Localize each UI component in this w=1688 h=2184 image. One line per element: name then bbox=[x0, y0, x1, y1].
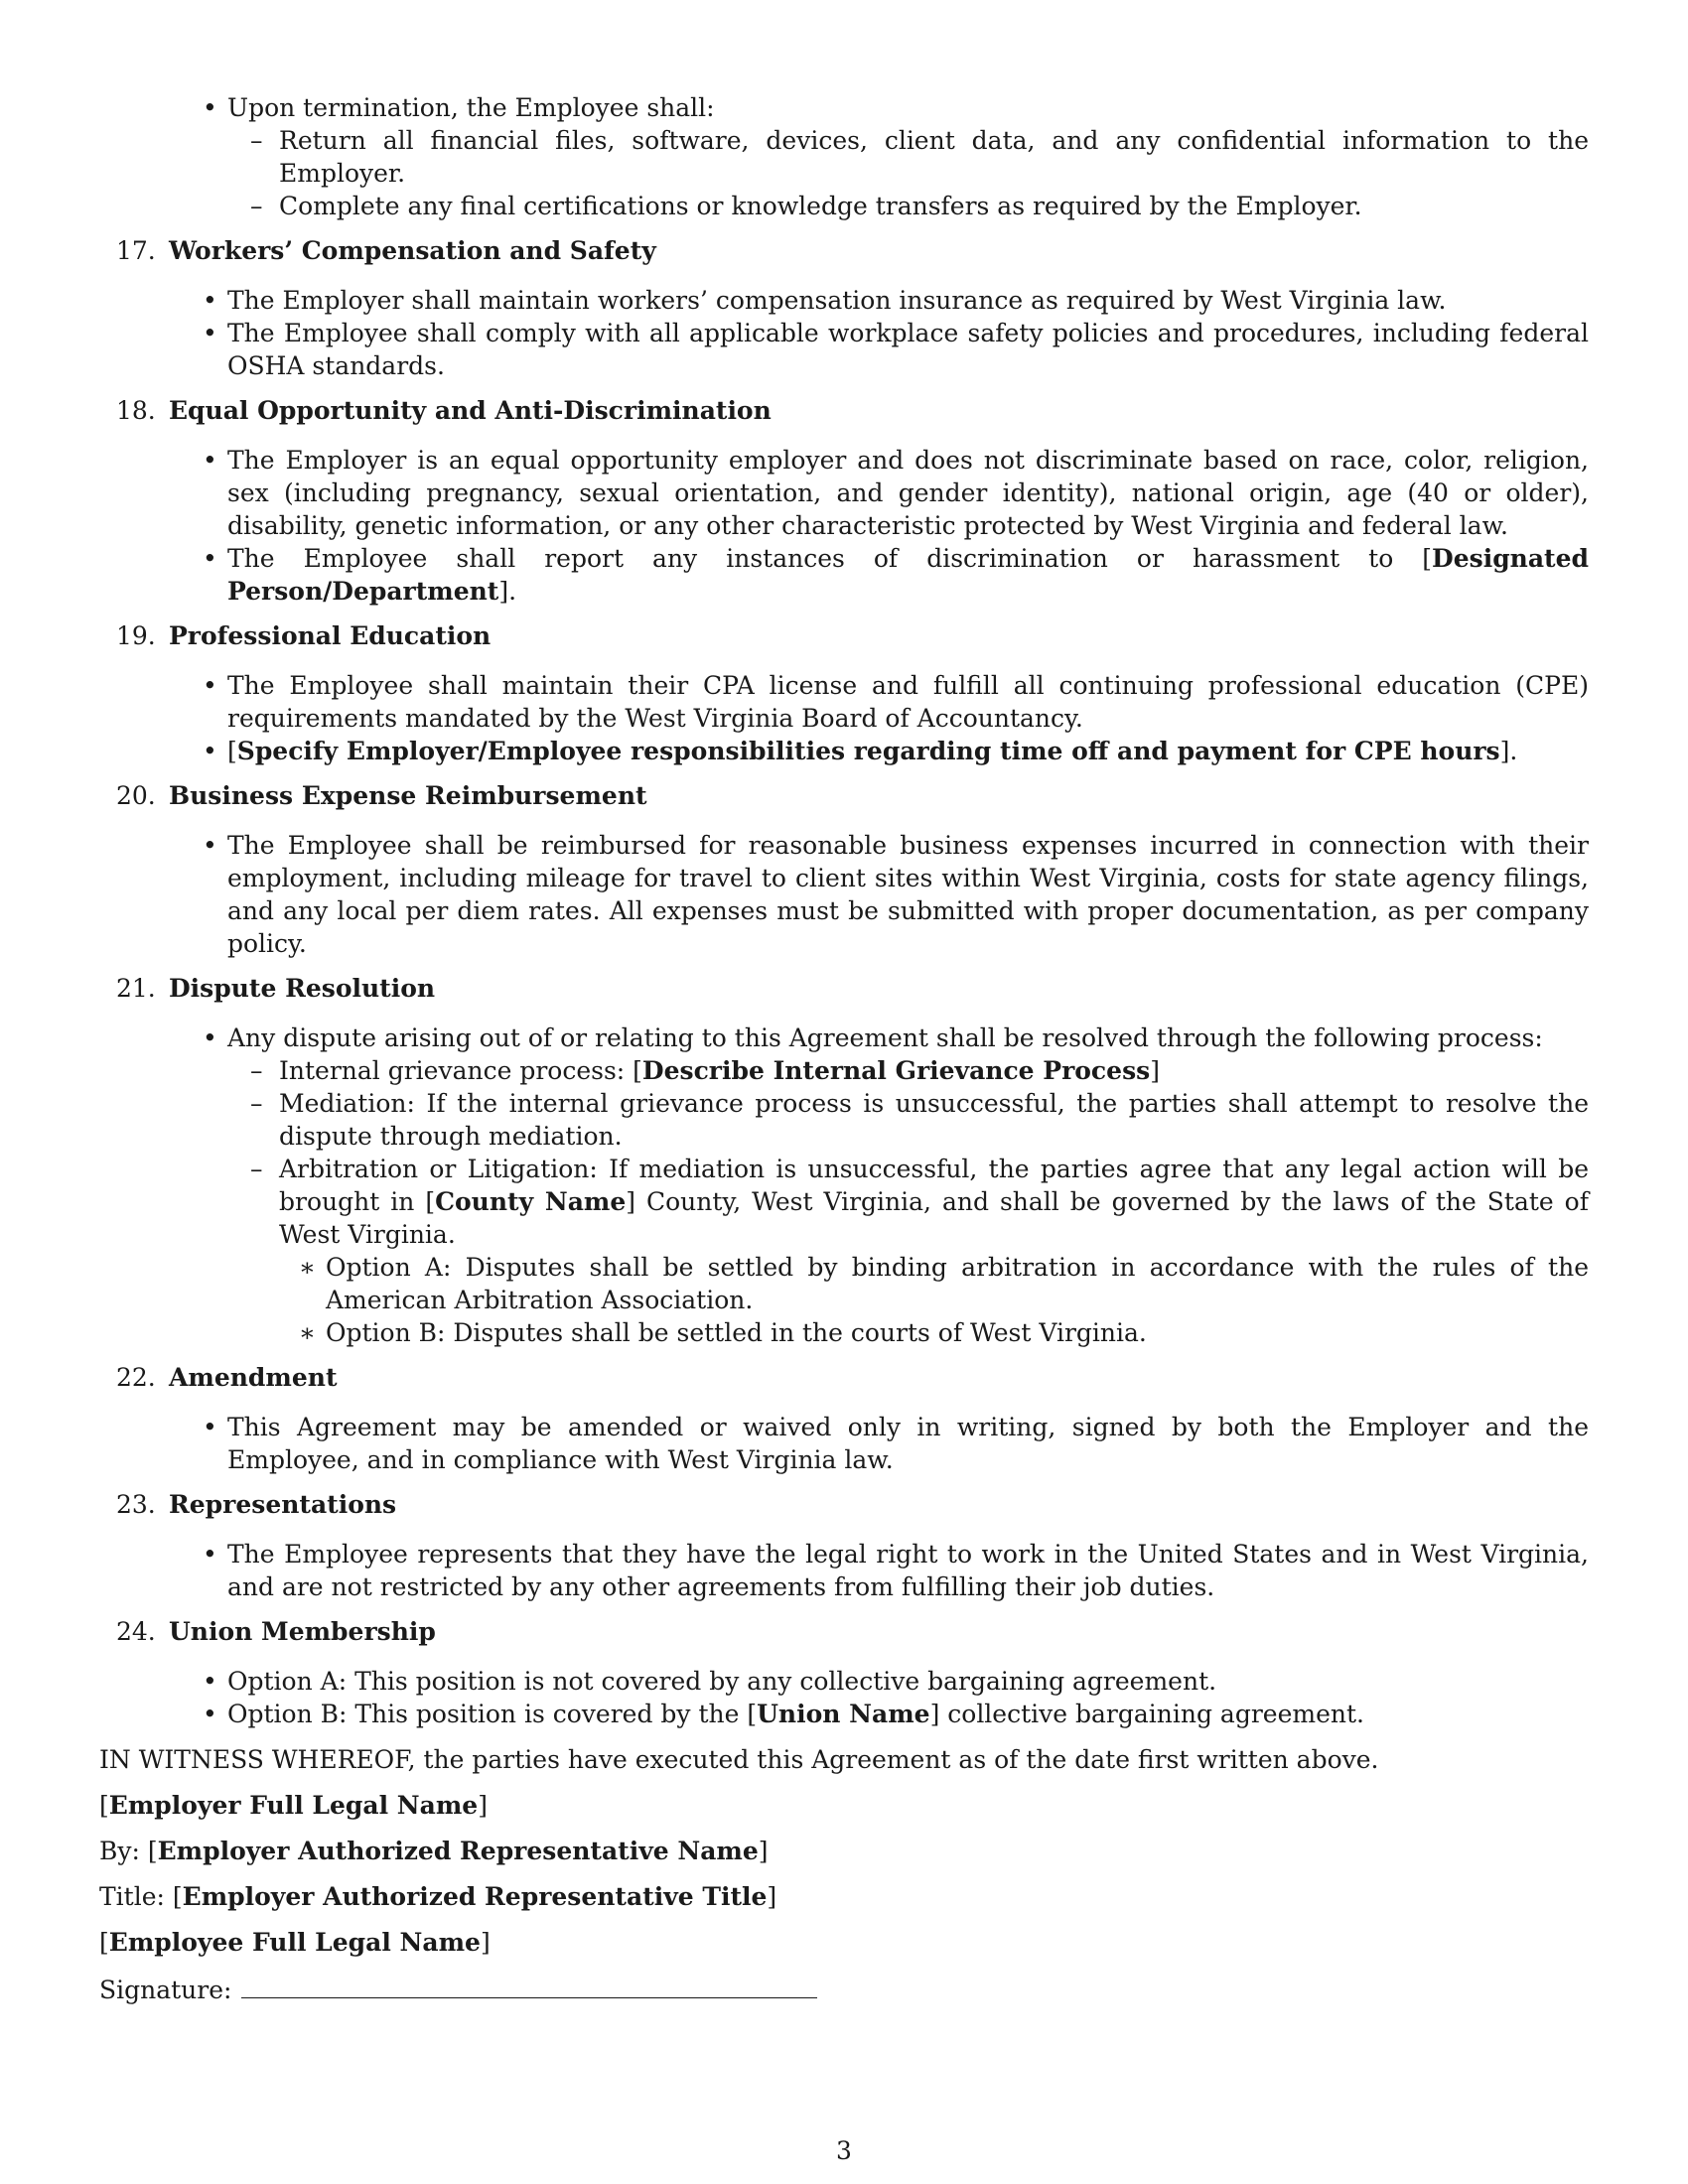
list-item bbox=[99, 91, 1589, 222]
employee-name-line bbox=[99, 1926, 1589, 1959]
employer-name-field: Employer Full Legal Name bbox=[108, 1791, 479, 1820]
section-number: 18. bbox=[116, 396, 156, 425]
list-item bbox=[99, 542, 1589, 608]
sub-list-item: – Mediation: If the internal grievance process is unsuccessful, the parties shall attempt to resolve the dispute through mediation. bbox=[99, 1087, 1589, 1153]
section-18 bbox=[99, 394, 1589, 608]
section-number: 24. bbox=[116, 1617, 156, 1646]
section-heading bbox=[99, 972, 1589, 1005]
list-item: • The Employee shall be reimbursed for reasonable business expenses incurred in connection with their employment, including mileage for travel to client sites within West Virginia, costs for state agency filings, and any local per diem rates. All expenses must be submitted with proper documentation, as per company policy. bbox=[99, 829, 1589, 960]
list-item-text: Upon termination, the Employee shall: bbox=[227, 93, 715, 122]
page-number: 3 bbox=[836, 2136, 852, 2165]
section-17 bbox=[99, 234, 1589, 382]
list-item bbox=[99, 735, 1589, 767]
section-title: Amendment bbox=[169, 1363, 338, 1392]
section-23 bbox=[99, 1488, 1589, 1603]
text: ] bbox=[758, 1837, 769, 1865]
section-heading bbox=[99, 619, 1589, 652]
section-title: Dispute Resolution bbox=[169, 974, 436, 1003]
witness-clause: IN WITNESS WHEREOF, the parties have executed this Agreement as of the date first written above. bbox=[99, 1745, 1379, 1774]
section-number: 19. bbox=[116, 621, 156, 650]
list-item: • Any dispute arising out of or relating to this Agreement shall be resolved through the following process: bbox=[99, 1022, 1589, 1054]
signature-label: Signature: bbox=[99, 1976, 232, 2004]
option-item: ∗ Option B: Disputes shall be settled in the courts of West Virginia. bbox=[99, 1316, 1589, 1349]
sub-list-item bbox=[99, 1153, 1589, 1251]
sub-list bbox=[227, 124, 1589, 222]
employee-name-field: Employee Full Legal Name bbox=[108, 1928, 481, 1957]
text: Internal grievance process: [ bbox=[279, 1056, 642, 1085]
termination-list bbox=[99, 91, 1589, 222]
section-number: 17. bbox=[116, 236, 156, 265]
section-number: 20. bbox=[116, 781, 156, 810]
text: ] County, West Virginia, and shall be governed by the laws of the State of West Virginia. bbox=[279, 1187, 1589, 1249]
by-line bbox=[99, 1835, 1589, 1867]
document-page bbox=[99, 91, 1589, 2006]
text: Option B: This position is covered by the [ bbox=[227, 1700, 758, 1728]
section-list bbox=[99, 1665, 1589, 1730]
option-item: ∗ Option A: Disputes shall be settled by binding arbitration in accordance with the rules of the American Arbitration Association. bbox=[99, 1251, 1589, 1316]
list-item: • Option A: This position is not covered by any collective bargaining agreement. bbox=[99, 1665, 1589, 1698]
section-list bbox=[99, 1411, 1589, 1476]
section-22 bbox=[99, 1361, 1589, 1476]
section-title: Union Membership bbox=[169, 1617, 436, 1646]
placeholder-field: Designated Person/Department bbox=[227, 544, 1589, 606]
text: ] bbox=[478, 1791, 488, 1820]
text: Arbitration or Litigation: If mediation is unsuccessful, the parties agree that any legal action will be brought in [ bbox=[279, 1155, 1589, 1216]
placeholder-field: Describe Internal Grievance Process bbox=[641, 1056, 1151, 1085]
placeholder-field: Specify Employer/Employee responsibilities regarding time off and payment for CPE hours bbox=[236, 737, 1500, 765]
section-title: Equal Opportunity and Anti-Discrimination bbox=[169, 396, 772, 425]
sub-list-item bbox=[99, 1054, 1589, 1087]
text: The Employee shall report any instances of discrimination or harassment to [ bbox=[227, 544, 1433, 573]
section-20 bbox=[99, 779, 1589, 960]
list-item: • This Agreement may be amended or waived only in writing, signed by both the Employer and the Employee, and in compliance with West Virginia law. bbox=[99, 1411, 1589, 1476]
section-title: Business Expense Reimbursement bbox=[169, 781, 647, 810]
section-list bbox=[99, 669, 1589, 767]
section-list bbox=[99, 284, 1589, 382]
section-heading bbox=[99, 394, 1589, 427]
sub-list-item: – Complete any final certifications or knowledge transfers as required by the Employer. bbox=[99, 190, 1589, 222]
section-heading bbox=[99, 1361, 1589, 1394]
list-item: • The Employee shall maintain their CPA license and fulfill all continuing professional education (CPE) requirements mandated by the West Virginia Board of Accountancy. bbox=[99, 669, 1589, 735]
list-item: • The Employer is an equal opportunity employer and does not discriminate based on race, color, religion, sex (including pregnancy, sexual orientation, and gender identity), national origin, age (40 or older), disability, genetic information, or any other characteristic protected by West Virginia and federal law. bbox=[99, 444, 1589, 542]
employer-name-line bbox=[99, 1789, 1589, 1822]
text: [ bbox=[99, 1791, 109, 1820]
text: ]. bbox=[498, 577, 517, 606]
list-item bbox=[99, 1698, 1589, 1730]
section-24 bbox=[99, 1615, 1589, 1730]
text: ] collective bargaining agreement. bbox=[929, 1700, 1364, 1728]
section-heading bbox=[99, 1615, 1589, 1648]
list-item: • The Employee shall comply with all applicable workplace safety policies and procedures, including federal OSHA standards. bbox=[99, 317, 1589, 382]
signature-line bbox=[99, 1972, 1589, 2006]
title-line bbox=[99, 1880, 1589, 1913]
text: ] bbox=[480, 1928, 491, 1957]
representative-title-field: Employer Authorized Representative Title bbox=[182, 1882, 768, 1911]
section-number: 21. bbox=[116, 974, 156, 1003]
representative-name-field: Employer Authorized Representative Name bbox=[157, 1837, 759, 1865]
section-heading bbox=[99, 1488, 1589, 1521]
sub-list-item: – Return all financial files, software, devices, client data, and any confidential information to the Employer. bbox=[99, 124, 1589, 190]
text: [ bbox=[227, 737, 237, 765]
section-number: 23. bbox=[116, 1490, 156, 1519]
list-item: • The Employer shall maintain workers’ compensation insurance as required by West Virginia law. bbox=[99, 284, 1589, 317]
section-title: Professional Education bbox=[169, 621, 492, 650]
section-title: Representations bbox=[169, 1490, 397, 1519]
section-heading bbox=[99, 234, 1589, 267]
text: ]. bbox=[1499, 737, 1518, 765]
section-list bbox=[99, 1022, 1589, 1349]
section-heading bbox=[99, 779, 1589, 812]
section-21 bbox=[99, 972, 1589, 1349]
section-list bbox=[99, 444, 1589, 608]
title-label: Title: [ bbox=[99, 1882, 183, 1911]
text: ] bbox=[1150, 1056, 1160, 1085]
section-list bbox=[99, 1538, 1589, 1603]
section-19 bbox=[99, 619, 1589, 767]
section-number: 22. bbox=[116, 1363, 156, 1392]
section-list bbox=[99, 829, 1589, 960]
text: [ bbox=[99, 1928, 109, 1957]
list-item: • The Employee represents that they have the legal right to work in the United States and in West Virginia, and are not restricted by any other agreements from fulfilling their job duties. bbox=[99, 1538, 1589, 1603]
placeholder-field: County Name bbox=[435, 1187, 627, 1216]
by-label: By: [ bbox=[99, 1837, 158, 1865]
section-title: Workers’ Compensation and Safety bbox=[169, 236, 656, 265]
text: ] bbox=[767, 1882, 777, 1911]
placeholder-field: Union Name bbox=[757, 1700, 930, 1728]
signature-field[interactable] bbox=[241, 1972, 817, 1998]
